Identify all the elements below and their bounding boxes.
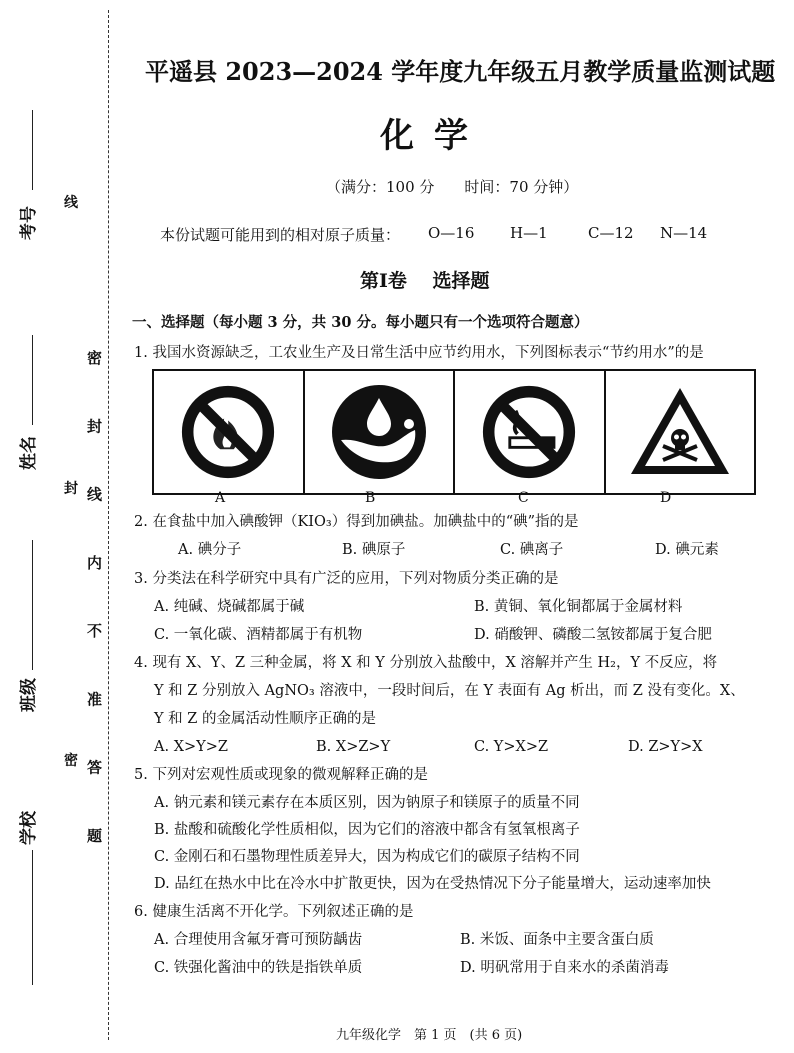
- atomic-mass-n: N—14: [660, 224, 708, 242]
- q4-stem-line-3: Y 和 Z 的金属活动性顺序正确的是: [154, 711, 376, 727]
- atomic-mass-c: C—12: [588, 224, 634, 242]
- section-title: 第Ⅰ卷 选择题: [360, 270, 490, 292]
- q3-option-a: A. 纯碱、烧碱都属于碱: [154, 599, 305, 615]
- atomic-mass-h: H—1: [510, 224, 548, 242]
- q5-option-a: A. 钠元素和镁元素存在本质区别，因为钠原子和镁原子的质量不同: [154, 795, 580, 811]
- q4-stem-line-2: Y 和 Z 分别放入 AgNO₃ 溶液中，一段时间后，在 Y 表面有 Ag 析出，而 Z 没有变化。X、: [154, 683, 745, 699]
- q3-option-d: D. 硝酸钾、磷酸二氢铵都属于复合肥: [474, 627, 712, 643]
- q1-label-d: D: [660, 490, 672, 506]
- exam-title: 平遥县 2023—2024 学年度九年级五月教学质量监测试题: [145, 57, 776, 86]
- field-name: 姓名: [19, 436, 39, 470]
- school-underline: [32, 850, 33, 985]
- q6-stem: 6. 健康生活离不开化学。下列叙述正确的是: [134, 904, 414, 920]
- field-school: 学校: [19, 811, 39, 845]
- q1-label-b: B: [365, 490, 376, 506]
- q1-option-c-image: [455, 371, 606, 493]
- no-fire-icon: [180, 384, 276, 480]
- q2-stem: 2. 在食盐中加入碘酸钾（KIO₃）得到加碘盐。加碘盐中的“碘”指的是: [134, 514, 579, 530]
- q1-option-b-image: [305, 371, 456, 493]
- q6-option-a: A. 合理使用含氟牙膏可预防龋齿: [154, 932, 363, 948]
- binding-dashed-line: [108, 10, 109, 1040]
- subject-title: 化学: [380, 116, 488, 156]
- q1-figure: [152, 369, 756, 495]
- atomic-mass-o: O—16: [428, 224, 475, 242]
- q2-option-c: C. 碘离子: [500, 542, 564, 558]
- binding-notice: 密 封 线 内 不 准 答 题: [85, 350, 103, 867]
- q6-option-b: B. 米饭、面条中主要含蛋白质: [460, 932, 654, 948]
- q4-stem-line-1: 4. 现有 X、Y、Z 三种金属，将 X 和 Y 分别放入盐酸中，X 溶解并产生 H₂，Y 不反应，将: [134, 655, 718, 671]
- toxic-warning-icon: [625, 382, 735, 482]
- q1-stem: 1. 我国水资源缺乏，工农业生产及日常生活中应节约用水，下列图标表示“节约用水”的是: [134, 345, 704, 361]
- class-underline: [32, 540, 33, 670]
- name-underline: [32, 335, 33, 425]
- seal-word-line: 线: [64, 195, 78, 211]
- q1-label-a: A: [215, 490, 226, 506]
- q4-option-d: D. Z>Y>X: [628, 739, 703, 755]
- q2-option-a: A. 碘分子: [178, 542, 242, 558]
- q3-stem: 3. 分类法在科学研究中具有广泛的应用，下列对物质分类正确的是: [134, 571, 559, 587]
- q2-option-d: D. 碘元素: [655, 542, 719, 558]
- part1-heading: 一、选择题（每小题 3 分，共 30 分。每小题只有一个选项符合题意）: [132, 314, 589, 331]
- q4-option-a: A. X>Y>Z: [154, 739, 228, 755]
- page-footer: 九年级化学 第 1 页 (共 6 页): [336, 1028, 523, 1043]
- q1-option-d-image: [606, 371, 755, 493]
- no-smoking-icon: [481, 384, 577, 480]
- seal-word-seal: 封: [64, 481, 78, 497]
- q5-option-c: C. 金刚石和石墨物理性质差异大，因为构成它们的碳原子结构不同: [154, 849, 580, 865]
- q6-option-c: C. 铁强化酱油中的铁是指铁单质: [154, 960, 363, 976]
- q4-option-b: B. X>Z>Y: [316, 739, 391, 755]
- exam-info: （满分：100 分 时间：70 分钟）: [326, 178, 579, 196]
- seal-word-secret: 密: [64, 753, 78, 769]
- q6-option-d: D. 明矾常用于自来水的杀菌消毒: [460, 960, 669, 976]
- field-exam-number: 考号: [19, 206, 39, 240]
- field-class: 班级: [19, 678, 39, 712]
- q5-stem: 5. 下列对宏观性质或现象的微观解释正确的是: [134, 767, 428, 783]
- atomic-mass-label: 本份试题可能用到的相对原子质量：: [160, 226, 401, 244]
- q5-option-d: D. 品红在热水中比在冷水中扩散更快，因为在受热情况下分子能量增大，运动速率加快: [154, 876, 711, 892]
- q1-label-c: C: [518, 490, 529, 506]
- q2-option-b: B. 碘原子: [342, 542, 406, 558]
- q4-option-c: C. Y>X>Z: [474, 739, 549, 755]
- q3-option-b: B. 黄铜、氧化铜都属于金属材料: [474, 599, 683, 615]
- q1-option-a-image: [154, 371, 305, 493]
- q5-option-b: B. 盐酸和硫酸化学性质相似，因为它们的溶液中都含有氢氧根离子: [154, 822, 580, 838]
- q3-option-c: C. 一氧化碳、酒精都属于有机物: [154, 627, 363, 643]
- exam-number-underline: [32, 110, 33, 190]
- water-saving-icon: [329, 382, 429, 482]
